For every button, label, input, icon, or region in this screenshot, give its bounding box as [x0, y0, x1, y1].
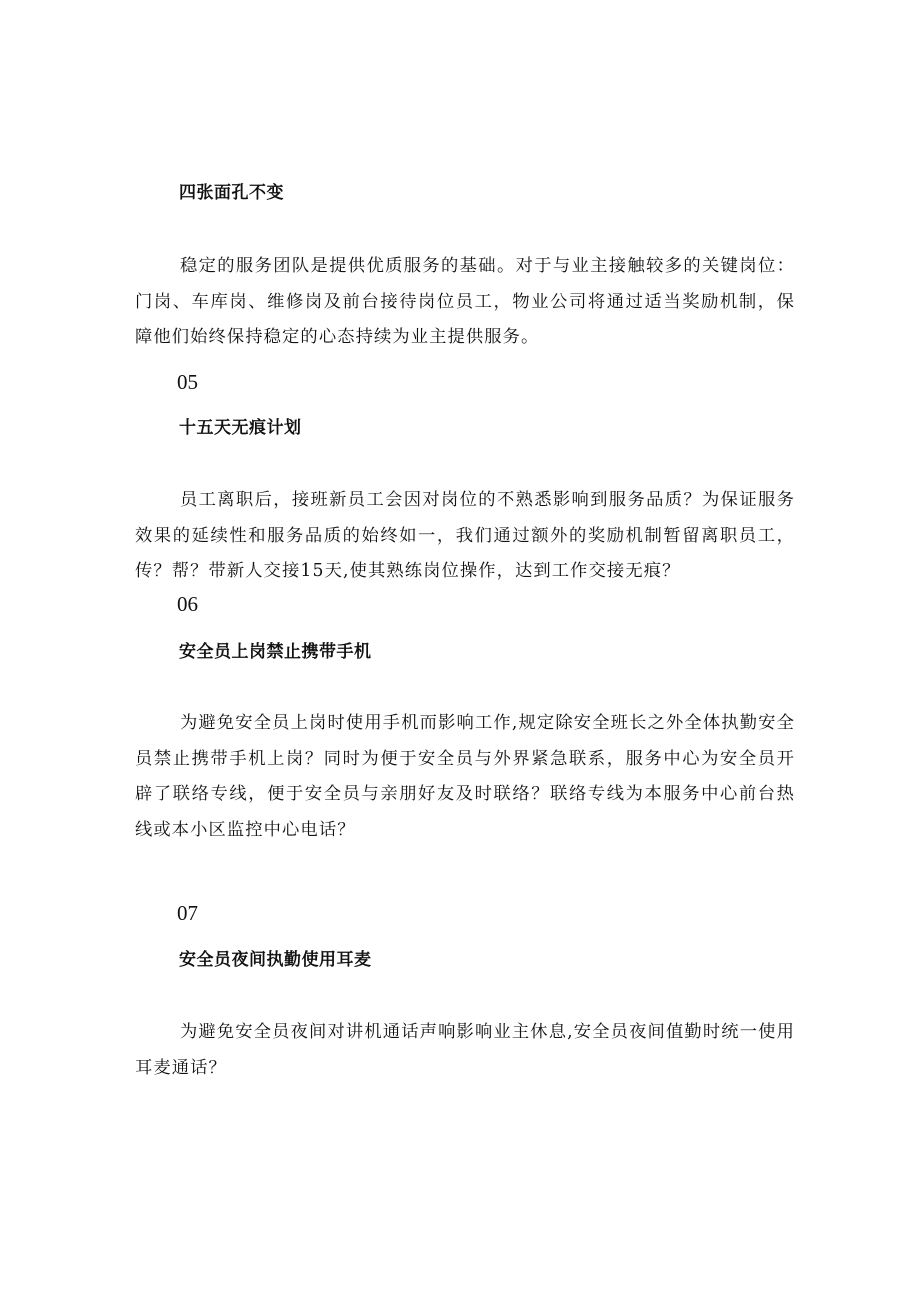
- section-number-06: 06: [177, 592, 198, 616]
- section-body-earpiece: 为避免安全员夜间对讲机通话声响影响业主休息,安全员夜间值勤时统一使用耳麦通话？: [135, 1022, 795, 1078]
- section-body-no-phone: 为避免安全员上岗时使用手机而影响工作,规定除安全班长之外全体执勤安全员禁止携带手机上岗？同时为便于安全员与外界紧急联系，服务中心为安全员开辟了联络专线，便于安全员与亲朋好友及时联络？联络专线为本服务中心前台热线或本小区监控中心电话？: [135, 713, 795, 840]
- section-body-fifteen-days: 员工离职后，接班新员工会因对岗位的不熟悉影响到服务品质？为保证服务效果的延续性和服务品质的始终如一，我们通过额外的奖励机制暂留离职员工，传？帮？带新人交接15天,使其熟练岗位操作，达到工作交接无痕？: [135, 490, 795, 581]
- section-body-stable-faces: 稳定的服务团队是提供优质服务的基础。对于与业主接触较多的关键岗位：门岗、车库岗、维修岗及前台接待岗位员工，物业公司将通过适当奖励机制，保障他们始终保持稳定的心态持续为业主提供服务。: [135, 256, 795, 347]
- section-number-07: 07: [177, 901, 198, 925]
- section-number-05: 05: [177, 370, 198, 394]
- section-heading-fifteen-days: 十五天无痕计划: [179, 418, 302, 438]
- section-heading-stable-faces: 四张面孔不变: [179, 183, 284, 203]
- section-heading-earpiece: 安全员夜间执勤使用耳麦: [179, 950, 372, 970]
- section-heading-no-phone: 安全员上岗禁止携带手机: [179, 642, 372, 662]
